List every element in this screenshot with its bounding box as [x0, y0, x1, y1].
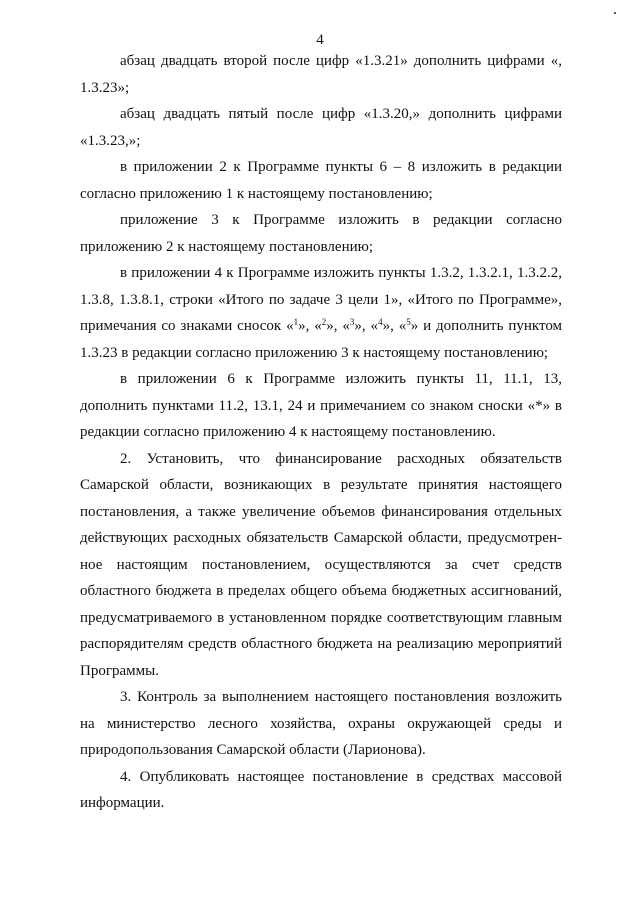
- footnote-separator: », «: [326, 318, 350, 334]
- paragraph-item-4-publish: 4. Опубликовать настоящее постановление в средствах массовой информации.: [80, 768, 562, 811]
- paragraph-appendix-3: приложение 3 к Программе изложить в редакции согласно приложению 2 к настоящему постановлению;: [80, 212, 562, 255]
- paragraph-appendix-6: в приложении 6 к Программе изложить пункты 11, 11.1, 13, дополнить пунктами 11.2, 13.1, 24 и примечанием со знаком сноски «*» в редакции согласно приложению 4 к настоящему постановлению.: [80, 371, 562, 440]
- paragraph-appendix-2: в приложении 2 к Программе пункты 6 – 8 изложить в редакции согласно приложению 1 к настоящему постановлению;: [80, 159, 562, 202]
- paragraph-abzac-22: абзац двадцать второй после цифр «1.3.21» дополнить цифрами «, 1.3.23»;: [80, 53, 562, 96]
- footnote-mark-4: 4: [378, 317, 383, 327]
- paragraph-appendix-4: [80, 260, 562, 366]
- paragraph-item-3-control: 3. Контроль за выполнением настоящего постановления возложить на министерство лесного хозяйства, охраны окружающей среды и природопользования Самарской области (Ларионова).: [80, 689, 562, 758]
- appendix4-text-before: в приложении 4 к Программе изложить пункты 1.3.2, 1.3.2.1, 1.3.2.2, 1.3.8, 1.3.8.1, строки «Итого по задаче 3 цели 1», «Итого по Программе», примечания со знаками сносок «: [80, 265, 562, 334]
- footnote-mark-5: 5: [406, 317, 411, 327]
- footnote-mark-3: 3: [349, 317, 355, 327]
- footnote-mark-1: 1: [293, 317, 299, 327]
- paragraph-abzac-25: абзац двадцать пятый после цифр «1.3.20,» дополнить цифрами «1.3.23,»;: [80, 106, 562, 149]
- footnote-separator: », «: [382, 318, 407, 334]
- paragraph-item-2-financing: 2. Установить, что финансирование расходных обязательств Самарской области, возникающих в результате принятия настоящего постановления, а также увеличение объемов финансирования отдельных действующих расходных обязательств Самарской области, предусмотрен-ное настоящим постановлением, осуществляются за счет средств областного бюджета в пределах общего объема бюджетных ассигнований, предусматриваемого в установленном порядке соответствующим главным распорядителям средств областного бюджета на реализацию мероприятий Программы.: [80, 450, 562, 679]
- document-body: [80, 48, 562, 817]
- footnote-mark-2: 2: [321, 317, 327, 327]
- page-number: 4: [316, 32, 324, 48]
- footnote-separator: », «: [354, 318, 379, 334]
- scan-mark: [614, 12, 616, 14]
- footnote-separator: », «: [298, 318, 322, 334]
- appendix4-text-after: » и дополнить пунктом 1.3.23 в редакции согласно приложению 3 к настоящему постановлению;: [80, 318, 563, 361]
